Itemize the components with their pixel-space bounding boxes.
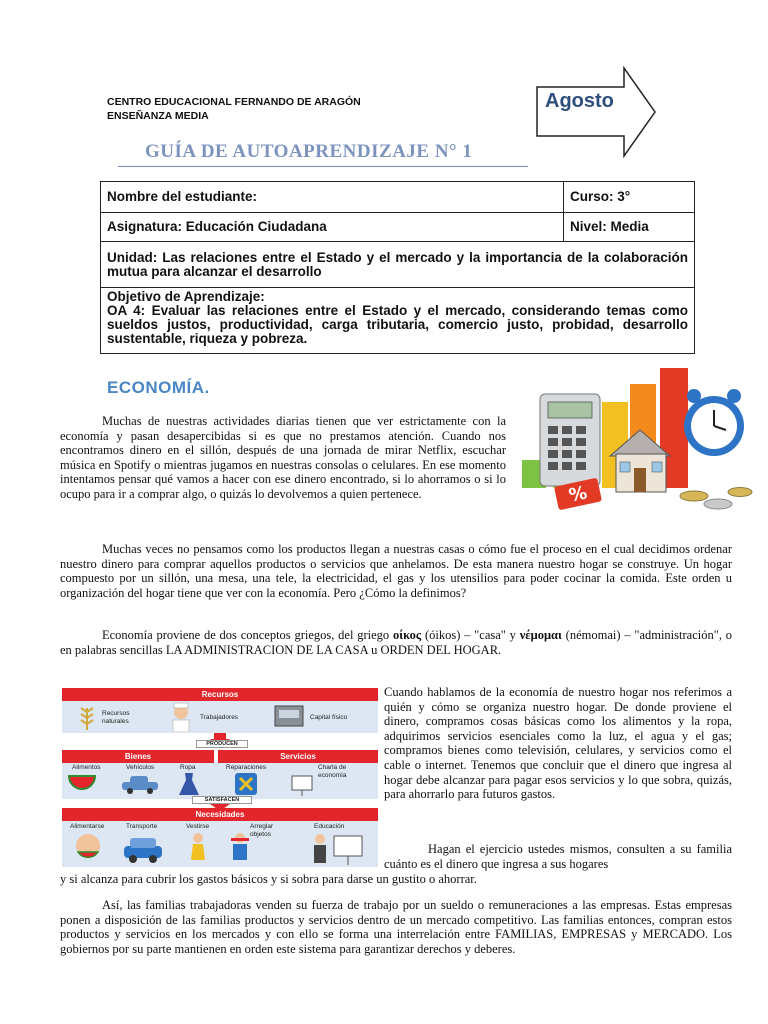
unit-cell: Unidad: Las relaciones entre el Estado y el mercado y la importancia de la colaboración mutua para alcanzar el desarrollo [101,242,695,288]
school-line-1: CENTRO EDUCACIONAL FERNANDO DE ARAGÓN [107,96,361,108]
presentation-icon [290,774,314,796]
servicios-header: Servicios [218,750,378,763]
necesidades-header: Necesidades [62,808,378,821]
greek-oikos: οίκος [392,628,422,642]
vehiculos-label: Vehículos [126,764,155,771]
clock-icon [684,389,744,456]
reparaciones-label: Reparaciones [226,764,267,771]
school-line-2: ENSEÑANZA MEDIA [107,110,209,122]
wheat-icon [76,704,98,730]
paragraph-4: Cuando hablamos de la economía de nuestro hogar nos referimos a quién y cómo se organiza nuestro hogar. De donde proviene el dinero, compramos cosas básicas como los alimentos y la ropa, adquirimos servicios esenciales como la luz, el agua y el gas; compramos bienes como televisión, celulares, y servicios como el cable o internet. Tenemos que concluir que el dinero que ingresa al hogar debe alcanzar para pagar esos servicios y lo que sobra, quizás, para ahorrarlo para futuros gastos. [384,685,732,802]
alimentarse-label: Alimentarse [70,823,105,830]
student-name-cell: Nombre del estudiante: [101,182,564,213]
objective-heading: Objetivo de Aprendizaje: [107,289,265,304]
vestirse-label: Vestirse [186,823,210,830]
paragraph-3 [60,628,732,657]
paragraph-5a-text: Hagan el ejercicio ustedes mismos, consulten a su familia cuánto es el dinero que ingresa a sus hogares [384,842,732,871]
school-name [107,95,361,123]
subject-cell: Asignatura: Educación Ciudadana [101,213,564,242]
ropa-label: Ropa [180,764,196,771]
paragraph-6-text: Así, las familias trabajadoras venden su fuerza de trabajo por un sueldo o remuneraciones a las empresas. Estas empresas ponen a disposición de las familias productos y servicios dentro de un mercado competitivo. Las familias entonces, compran estos productos y servicios en los mercados y con ello se forma una interrelación entre FAMILIAS, EMPRESAS y MERCADO. Los gobiernos por su parte mantienen en orden este sistema para garantizar derechos y deberes. [60,898,732,956]
car-icon [120,774,160,794]
course-cell: Curso: 3° [564,182,695,213]
family-car-icon [122,834,164,864]
economy-illustration [518,364,760,516]
arreglar-label: Arreglar objetos [250,823,274,838]
recursos-header: Recursos [62,688,378,701]
alimentos-label: Alimentos [72,764,101,771]
tools-icon [234,772,258,796]
watermelon-icon [68,772,96,794]
machine-icon [274,704,304,728]
svg-text:%: % [567,482,590,507]
paragraph-6 [60,898,732,956]
title-underline [118,166,528,167]
educacion-label: Educación [314,823,345,830]
satisfacen-label: SATISFACEN [192,796,252,804]
paragraph-2 [60,542,732,600]
transporte-label: Transporte [126,823,158,830]
info-table [100,181,695,354]
producen-label: PRODUCEN [196,740,248,748]
paragraph-3-a: Economía proviene de dos conceptos griegos, del griego [102,628,393,642]
dressed-person-icon [188,832,208,866]
section-title: ECONOMÍA. [107,378,210,397]
dress-icon [178,772,200,796]
objective-cell [101,288,695,354]
teacher-icon [306,832,366,866]
worker-icon [168,702,194,732]
calculator-icon [540,394,600,486]
paragraph-1 [60,414,506,502]
paragraph-5b: y si alcanza para cubrir los gastos básicos y si sobra para darse un gustito o ahorrar. [60,872,477,886]
economy-diagram [60,686,380,870]
paragraph-3-b: (óikos) – "casa" y [421,628,520,642]
level-cell: Nivel: Media [564,213,695,242]
recursos-naturales-label: Recursos naturales [102,710,130,725]
trabajadores-label: Trabajadores [200,714,239,721]
month-label: Agosto [545,90,614,112]
bienes-header: Bienes [62,750,214,763]
paragraph-1-text: Muchas de nuestras actividades diarias tienen que ver estrictamente con la economía y pasan desapercibidas si es que no prestamos atención. Cuando nos encontramos dinero en el sillón, después de una jornada de mirar Netflix, escuchar música en Spotify o mientras jugamos en nuestras consolas o celulares. En ese momento intentamos pensar qué vamos a hacer con ese dinero encontrado, si lo ahorramos o si lo ocupo para ir a comprar algo, o quizás lo devolvemos a quien pertenece. [60,414,506,501]
paragraph-3-c: (némomai) – "administración", o en palabras sencillas LA ADMINISTRACION DE LA CASA u ORDEN DEL HOGAR. [60,628,732,657]
eating-icon [74,832,102,866]
paragraph-5a [384,842,732,871]
repairman-icon [228,832,252,866]
paragraph-2-text: Muchas veces no pensamos como los productos llegan a nuestras casas o cómo fue el proceso en el cual decidimos ordenar nuestro dinero para comprar aquellos productos o servicios que anhelamos. De esta manera nuestro hogar se construye. Un hogar compuesto por un sillón, una mesa, una tele, la electricidad, el gas y los utensilios para poder cocinar la comida. Este orden u organización del hogar tiene que ver con la economía. Pero ¿Cómo la definimos? [60,542,732,600]
guide-title: GUÍA DE AUTOAPRENDIZAJE N° 1 [145,141,473,162]
charla-label: Charla de economía [318,764,347,779]
capital-label: Capital físico [310,714,348,721]
greek-nemomai: νέμομαι [519,628,562,642]
objective-text: OA 4: Evaluar las relaciones entre el Estado y el mercado, considerando temas como sueldos justos, productividad, carga tributaria, comercio justo, probidad, desarrollo sustentable, riqueza y pobreza. [107,303,688,346]
